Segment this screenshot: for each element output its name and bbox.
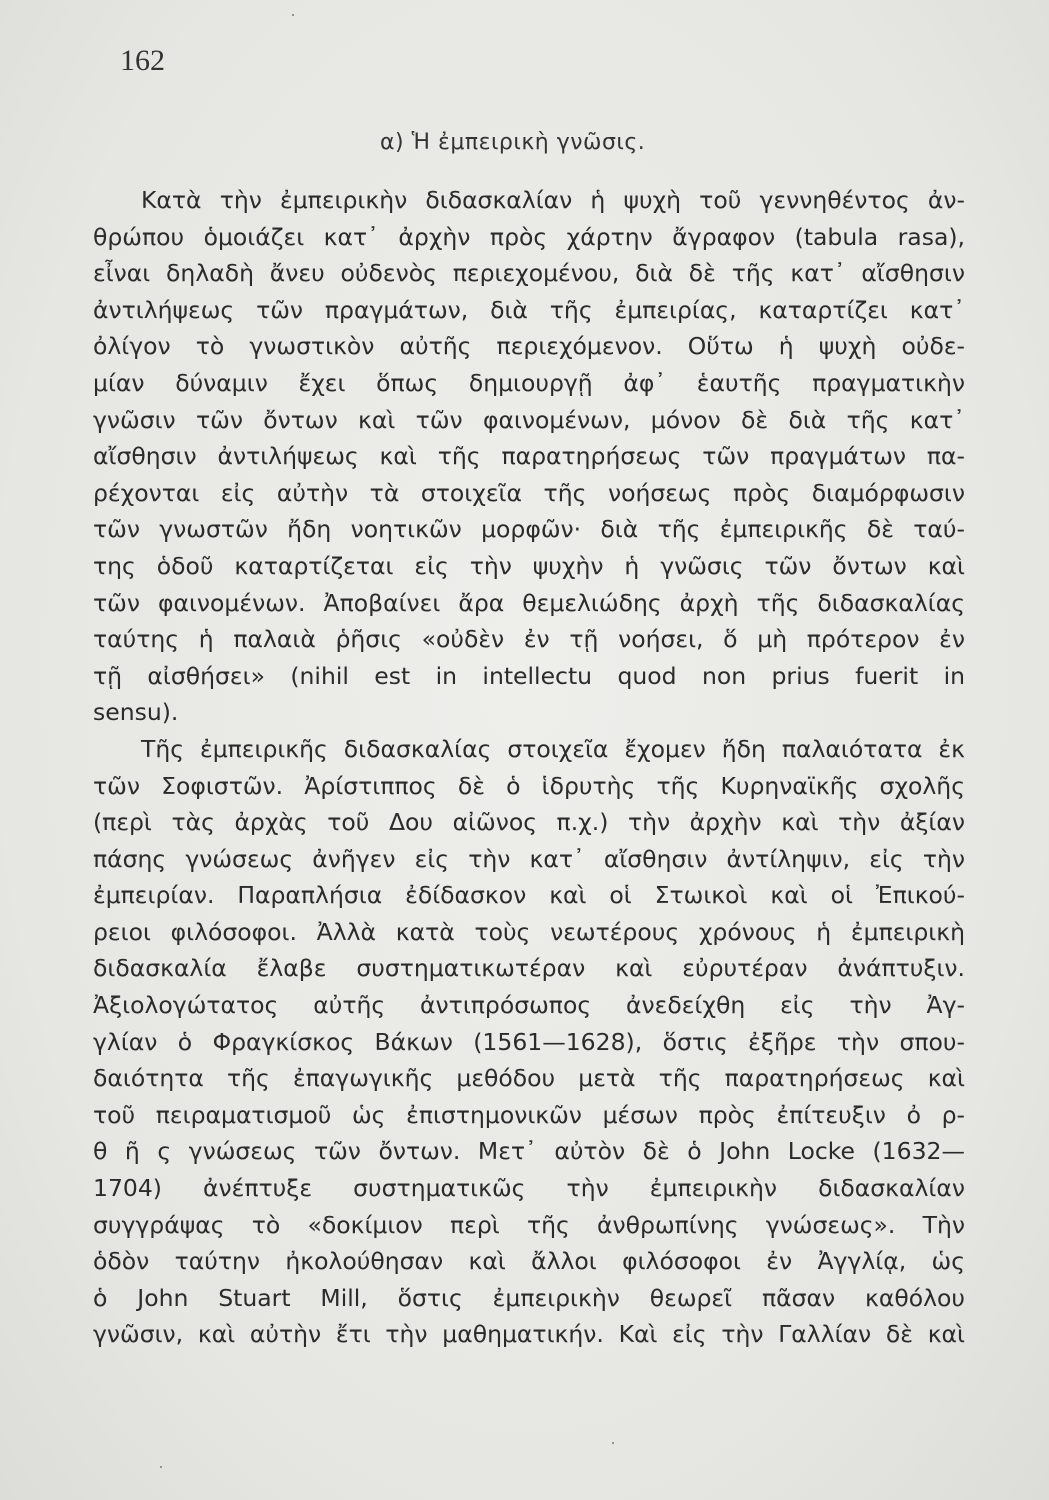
text-line: ἐμπειρίαν. Παραπλήσια ἐδίδασκον καὶ οἱ Στωικοὶ καὶ οἱ Ἐπικού- xyxy=(93,881,965,910)
text-line: συγγράψας τὸ «δοκίμιον περὶ τῆς ἀνθρωπίνης γνώσεως». Τὴν xyxy=(93,1210,965,1239)
text-line: τῶν γνωστῶν ἤδη νοητικῶν μορφῶν· διὰ τῆς ἐμπειρικῆς δὲ ταύ- xyxy=(93,515,965,544)
text-line: ρειοι φιλόσοφοι. Ἀλλὰ κατὰ τοὺς νεωτέρους χρόνους ἡ ἐμπειρικὴ xyxy=(93,917,965,946)
text-line: τοῦ πειραματισμοῦ ὡς ἐπιστημονικῶν μέσων πρὸς ἐπίτευξιν ὀ ρ- xyxy=(93,1100,965,1129)
text-line: ἀντιλήψεως τῶν πραγμάτων, διὰ τῆς ἐμπειρίας, καταρτίζει κατ᾽ xyxy=(93,295,965,324)
text-line: διδασκαλία ἔλαβε συστηματικωτέραν καὶ εὐρυτέραν ἀνάπτυξιν. xyxy=(93,954,965,983)
text-line: Ἀξιολογώτατος αὐτῆς ἀντιπρόσωπος ἀνεδείχθη εἰς τὴν Ἀγ- xyxy=(93,991,965,1020)
text-line: γλίαν ὁ Φραγκίσκος Βάκων (1561—1628), ὅστις ἐξῆρε τὴν σπου- xyxy=(93,1027,965,1056)
text-line: ταύτης ἡ παλαιὰ ῥῆσις «οὐδὲν ἐν τῇ νοήσει, ὅ μὴ πρότερον ἐν xyxy=(93,625,965,654)
text-line: της ὁδοῦ καταρτίζεται εἰς τὴν ψυχὴν ἡ γνῶσις τῶν ὄντων καὶ xyxy=(93,551,965,580)
text-line: εἶναι δηλαδὴ ἄνευ οὐδενὸς περιεχομένου, διὰ δὲ τῆς κατ᾽ αἴσθησιν xyxy=(93,259,965,288)
text-line: γνῶσιν τῶν ὄντων καὶ τῶν φαινομένων, μόνον δὲ διὰ τῆς κατ᾽ xyxy=(93,405,965,434)
text-line: αἴσθησιν ἀντιλήψεως καὶ τῆς παρατηρήσεως τῶν πραγμάτων πα- xyxy=(93,442,965,471)
text-line: 1704) ἀνέπτυξε συστηματικῶς τὴν ἐμπειρικὴν διδασκαλίαν xyxy=(93,1174,965,1203)
text-line: Κατὰ τὴν ἐμπειρικὴν διδασκαλίαν ἡ ψυχὴ τοῦ γεννηθέντος ἀν- xyxy=(141,186,965,214)
text-line: τῇ αἰσθήσει» (nihil est in intellectu quod non prius fuerit in xyxy=(93,661,965,690)
text-line: θ ῆ ς γνώσεως τῶν ὄντων. Μετ᾽ αὐτὸν δὲ ὁ John Locke (1632— xyxy=(93,1137,965,1166)
body-text xyxy=(93,182,965,1353)
text-line: ὁδὸν ταύτην ἠκολούθησαν καὶ ἄλλοι φιλόσοφοι ἐν Ἀγγλίᾳ, ὡς xyxy=(93,1247,965,1276)
text-line: θρώπου ὁμοιάζει κατ᾽ ἀρχὴν πρὸς χάρτην ἄγραφον (tabula rasa), xyxy=(93,222,965,251)
text-line: τῶν Σοφιστῶν. Ἀρίστιππος δὲ ὁ ἱδρυτὴς τῆς Κυρηναϊκῆς σχολῆς xyxy=(93,771,965,800)
paper-speck xyxy=(612,1442,614,1444)
text-line: ὀλίγον τὸ γνωστικὸν αὐτῆς περιεχόμενον. Οὕτω ἡ ψυχὴ οὐδε- xyxy=(93,332,965,361)
section-heading: α) Ἡ ἐμπειρικὴ γνῶσις. xyxy=(380,130,646,155)
page-number: 162 xyxy=(120,44,165,77)
text-line: πάσης γνώσεως ἀνῆγεν εἰς τὴν κατ᾽ αἴσθησιν ἀντίληψιν, εἰς τὴν xyxy=(93,844,965,873)
text-line: μίαν δύναμιν ἔχει ὅπως δημιουργῇ ἀφ᾽ ἑαυτῆς πραγματικὴν xyxy=(93,368,965,397)
text-line: δαιότητα τῆς ἐπαγωγικῆς μεθόδου μετὰ τῆς παρατηρήσεως καὶ xyxy=(93,1064,965,1093)
text-line: ὁ John Stuart Mill, ὅστις ἐμπειρικὴν θεωρεῖ πᾶσαν καθόλου xyxy=(93,1283,965,1312)
paper-speck xyxy=(292,14,294,16)
paper-speck xyxy=(160,1466,162,1468)
text-line: γνῶσιν, καὶ αὐτὴν ἔτι τὴν μαθηματικήν. Καὶ εἰς τὴν Γαλλίαν δὲ καὶ xyxy=(93,1320,965,1349)
text-line: Τῆς ἐμπειρικῆς διδασκαλίας στοιχεῖα ἔχομεν ἤδη παλαιότατα ἐκ xyxy=(141,734,965,763)
text-line: (περὶ τὰς ἀρχὰς τοῦ Δου αἰῶνος π.χ.) τὴν ἀρχὴν καὶ τὴν ἀξίαν xyxy=(93,808,965,837)
text-line: sensu). xyxy=(93,698,179,727)
text-line: τῶν φαινομένων. Ἀποβαίνει ἄρα θεμελιώδης ἀρχὴ τῆς διδασκαλίας xyxy=(93,588,965,617)
text-line: ρέχονται εἰς αὐτὴν τὰ στοιχεῖα τῆς νοήσεως πρὸς διαμόρφωσιν xyxy=(93,478,965,507)
